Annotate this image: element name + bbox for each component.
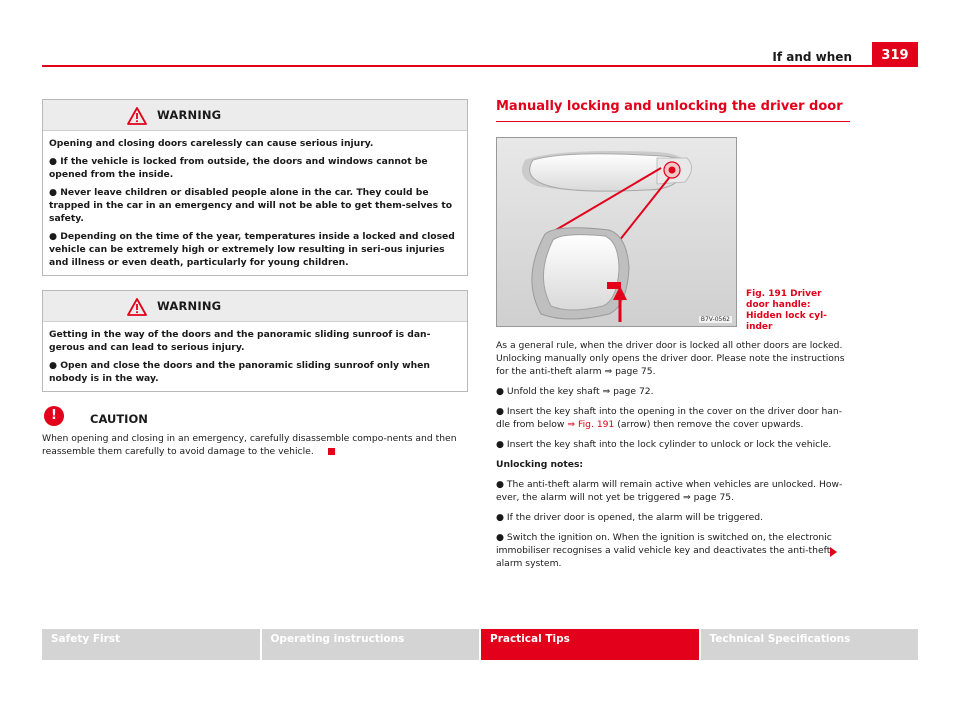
warning-paragraph: ● Open and close the doors and the panoramic sliding sunroof only when nobody is in the way. — [49, 360, 430, 384]
warning-triangle-icon — [127, 107, 147, 125]
right-column — [496, 99, 918, 577]
warning-paragraph: ● Never leave children or disabled people alone in the car. They could be trapped in the car in an emergency and will not be able to get them-selves to safety. — [49, 187, 453, 224]
figure-reference-link[interactable]: ⇒ Fig. 191 — [567, 419, 615, 430]
warning-paragraph: Getting in the way of the doors and the panoramic sliding sunroof is dan-gerous and can lead to serious injury. — [49, 329, 431, 353]
note-item: ● The anti-theft alarm will remain active when vehicles are unlocked. How-ever, the alarm will not yet be triggered ⇒ page 75. — [496, 479, 843, 503]
footer-tab-technical-specifications[interactable]: Technical Specifications — [701, 629, 919, 660]
left-column — [42, 99, 468, 458]
note-item: ● Switch the ignition on. When the ignition is switched on, the electronic immobiliser recognises a valid vehicle key and deactivates the anti-theft alarm system. — [496, 532, 832, 569]
figure-code: B7V-0562 — [700, 316, 730, 323]
footer-tab-operating-instructions[interactable]: Operating instructions — [262, 629, 480, 660]
step-text: (arrow) then remove the cover upwards. — [614, 419, 804, 430]
header-rule — [42, 65, 918, 67]
door-handle-figure — [496, 137, 737, 327]
section-title: Manually locking and unlocking the driver door — [496, 99, 850, 122]
caution-text-content: When opening and closing in an emergency, carefully disassemble compo-nents and then reassemble them carefully to avoid damage to the vehicle. — [42, 433, 457, 457]
warning-box-doors — [42, 99, 468, 276]
step-item — [496, 438, 850, 451]
door-handle-illustration — [497, 138, 737, 327]
warning-title: WARNING — [157, 108, 222, 122]
warning-header — [43, 100, 467, 131]
continued-arrow-icon — [830, 547, 837, 557]
section-body — [496, 339, 850, 570]
note-item: ● If the driver door is opened, the alarm will be triggered. — [496, 512, 764, 523]
warning-body — [43, 322, 467, 391]
notes-heading: Unlocking notes: — [496, 459, 584, 470]
warning-body — [43, 131, 467, 275]
step-text: ● Insert the key shaft into the lock cylinder to unlock or lock the vehicle. — [496, 439, 832, 450]
figure-caption: Fig. 191 Driver door handle: Hidden lock cyl-inder — [746, 289, 827, 332]
caution-block — [42, 408, 468, 458]
section-end-icon — [328, 448, 335, 455]
footer-tab-safety-first[interactable]: Safety First — [42, 629, 260, 660]
warning-triangle-icon — [127, 298, 147, 316]
footer-tab-practical-tips[interactable]: Practical Tips — [481, 629, 699, 660]
page-number: 319 — [872, 42, 918, 67]
caution-text — [42, 432, 468, 458]
intro-paragraph: As a general rule, when the driver door is locked all other doors are locked. Unlocking manually only opens the driver door. Please note the instructions for the anti-theft alarm ⇒ page 75. — [496, 340, 845, 377]
step-text: ● Unfold the key shaft ⇒ page 72. — [496, 386, 654, 397]
warning-header — [43, 291, 467, 322]
warning-box-sunroof — [42, 290, 468, 392]
warning-paragraph: ● Depending on the time of the year, temperatures inside a locked and closed vehicle can be extremely high or extremely low resulting in seri-ous injuries and illness or even death, particularly for young children. — [49, 231, 455, 268]
footer-nav — [42, 629, 918, 660]
running-header-title: If and when — [772, 50, 852, 64]
figure-wrapper — [496, 137, 918, 332]
caution-title: CAUTION — [90, 412, 148, 426]
warning-title: WARNING — [157, 299, 222, 313]
step-item — [496, 405, 850, 431]
step-text: ● Insert the key shaft into the opening in the cover on the driver door han-dle from below — [496, 406, 843, 430]
step-item — [496, 385, 850, 398]
warning-paragraph: Opening and closing doors carelessly can cause serious injury. — [49, 138, 374, 149]
caution-exclamation-icon: ! — [44, 406, 64, 426]
warning-paragraph: ● If the vehicle is locked from outside, the doors and windows cannot be opened from the inside. — [49, 156, 428, 180]
